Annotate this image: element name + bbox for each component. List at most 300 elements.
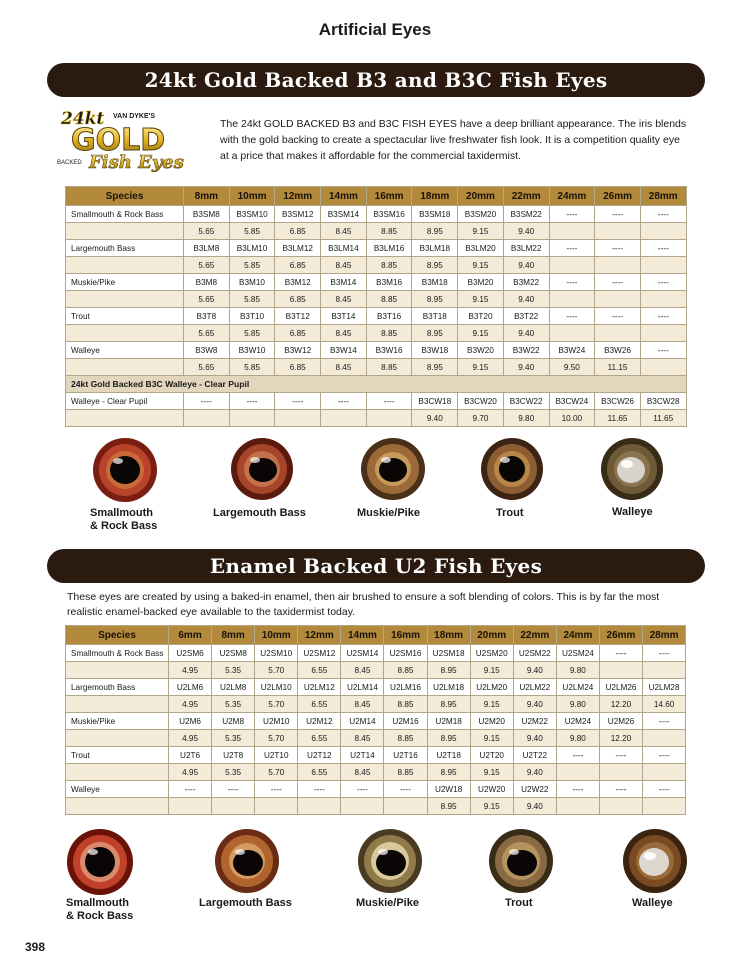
eye-label-walleye: Walleye: [612, 506, 653, 518]
price-row: [66, 798, 686, 815]
product-code-cell: U2T22: [513, 747, 556, 764]
product-code-cell: B3M18: [412, 274, 458, 291]
price-cell: [298, 798, 341, 815]
column-header: 8mm: [184, 187, 230, 206]
product-code-cell: B3SM14: [321, 206, 367, 223]
price-cell: [599, 662, 642, 679]
product-code-cell: U2T18: [427, 747, 470, 764]
price-cell: 9.15: [458, 257, 504, 274]
product-code-cell: B3CW24: [549, 393, 595, 410]
price-cell: [595, 257, 641, 274]
product-code-cell: U2W20: [470, 781, 513, 798]
product-code-cell: B3SM16: [366, 206, 412, 223]
column-header: 20mm: [470, 626, 513, 645]
product-code-cell: U2M24: [556, 713, 599, 730]
blank-cell: [66, 662, 169, 679]
column-header: 16mm: [366, 187, 412, 206]
product-code-cell: ----: [640, 240, 686, 257]
product-code-cell: ----: [595, 274, 641, 291]
product-code-cell: ----: [599, 747, 642, 764]
eye-smallmouth-gold: [92, 437, 158, 503]
product-code-cell: U2M12: [298, 713, 341, 730]
product-code-cell: B3SM20: [458, 206, 504, 223]
product-code-cell: ----: [556, 781, 599, 798]
page-number: 398: [25, 940, 46, 954]
product-code-cell: B3T18: [412, 308, 458, 325]
gold-eyes-price-table: [65, 186, 687, 427]
product-code-cell: U2M16: [384, 713, 427, 730]
product-code-row: [66, 781, 686, 798]
price-cell: 8.95: [412, 359, 458, 376]
price-cell: 9.15: [470, 696, 513, 713]
product-code-cell: ----: [549, 206, 595, 223]
column-header: 16mm: [384, 626, 427, 645]
price-cell: 5.65: [184, 223, 230, 240]
subsection-row: [66, 376, 687, 393]
price-cell: [184, 410, 230, 427]
product-code-cell: U2LM14: [341, 679, 384, 696]
price-cell: 5.85: [229, 359, 275, 376]
product-code-cell: U2W22: [513, 781, 556, 798]
price-row: [66, 359, 687, 376]
price-cell: 8.45: [341, 696, 384, 713]
price-cell: 5.65: [184, 359, 230, 376]
eye-muskie-gold: [360, 437, 426, 501]
product-code-cell: U2M18: [427, 713, 470, 730]
product-code-cell: ----: [212, 781, 255, 798]
blank-cell: [66, 764, 169, 781]
product-code-cell: ----: [595, 308, 641, 325]
product-code-cell: B3W8: [184, 342, 230, 359]
column-header: 26mm: [599, 626, 642, 645]
price-cell: 8.85: [384, 696, 427, 713]
product-code-cell: B3M8: [184, 274, 230, 291]
product-code-row: [66, 679, 686, 696]
price-cell: [643, 798, 686, 815]
price-cell: 9.15: [470, 730, 513, 747]
svg-text:GOLD: GOLD: [71, 123, 166, 158]
column-header: 10mm: [255, 626, 298, 645]
product-code-cell: B3SM8: [184, 206, 230, 223]
price-cell: 9.40: [503, 325, 549, 342]
price-cell: 9.40: [412, 410, 458, 427]
price-cell: [229, 410, 275, 427]
product-code-row: [66, 342, 687, 359]
product-code-cell: U2SM22: [513, 645, 556, 662]
eye-smallmouth-enamel: [66, 828, 134, 896]
product-code-cell: U2T6: [169, 747, 212, 764]
product-code-cell: U2SM6: [169, 645, 212, 662]
column-header: Species: [66, 187, 184, 206]
product-code-cell: B3M22: [503, 274, 549, 291]
price-cell: 11.65: [640, 410, 686, 427]
product-code-cell: B3CW26: [595, 393, 641, 410]
price-cell: 8.85: [366, 359, 412, 376]
price-cell: 8.85: [366, 291, 412, 308]
blank-cell: [66, 359, 184, 376]
product-code-cell: ----: [595, 240, 641, 257]
price-cell: 11.15: [595, 359, 641, 376]
product-code-cell: U2LM26: [599, 679, 642, 696]
product-code-cell: U2LM12: [298, 679, 341, 696]
product-code-cell: U2SM16: [384, 645, 427, 662]
product-code-cell: B3CW28: [640, 393, 686, 410]
price-cell: 8.45: [321, 291, 367, 308]
product-code-cell: ----: [229, 393, 275, 410]
product-code-cell: ----: [366, 393, 412, 410]
price-cell: 8.95: [427, 798, 470, 815]
product-code-cell: B3SM22: [503, 206, 549, 223]
blank-cell: [66, 223, 184, 240]
price-row: [66, 730, 686, 747]
product-code-cell: B3W22: [503, 342, 549, 359]
price-cell: 8.95: [427, 730, 470, 747]
price-cell: [595, 291, 641, 308]
product-code-cell: U2LM24: [556, 679, 599, 696]
product-code-cell: ----: [556, 747, 599, 764]
product-code-cell: ----: [184, 393, 230, 410]
price-cell: 8.95: [412, 223, 458, 240]
product-code-cell: B3W26: [595, 342, 641, 359]
product-code-cell: ----: [599, 645, 642, 662]
product-code-cell: B3W18: [412, 342, 458, 359]
svg-text:VAN DYKE'S: VAN DYKE'S: [113, 113, 155, 120]
product-code-cell: ----: [643, 645, 686, 662]
price-cell: 8.95: [427, 696, 470, 713]
price-cell: 8.45: [341, 730, 384, 747]
product-code-cell: B3M14: [321, 274, 367, 291]
price-cell: [255, 798, 298, 815]
price-cell: 6.55: [298, 730, 341, 747]
price-cell: 9.15: [470, 662, 513, 679]
price-cell: 6.85: [275, 223, 321, 240]
eye-walleye-gold: [600, 437, 664, 501]
product-code-cell: U2SM12: [298, 645, 341, 662]
product-code-cell: ----: [549, 274, 595, 291]
price-cell: 10.00: [549, 410, 595, 427]
column-header: 8mm: [212, 626, 255, 645]
product-code-cell: U2M22: [513, 713, 556, 730]
blank-cell: [66, 257, 184, 274]
price-row: [66, 223, 687, 240]
price-cell: [643, 730, 686, 747]
blank-cell: [66, 410, 184, 427]
price-cell: [549, 257, 595, 274]
product-code-cell: B3LM14: [321, 240, 367, 257]
price-cell: 8.85: [366, 223, 412, 240]
price-cell: 8.95: [427, 662, 470, 679]
product-code-cell: U2LM16: [384, 679, 427, 696]
eye-label-muskie-2: Muskie/Pike: [356, 897, 419, 909]
column-header: 26mm: [595, 187, 641, 206]
product-code-cell: B3T12: [275, 308, 321, 325]
price-cell: 9.70: [458, 410, 504, 427]
price-cell: [212, 798, 255, 815]
price-cell: [640, 325, 686, 342]
species-cell: Muskie/Pike: [66, 274, 184, 291]
product-code-cell: B3W14: [321, 342, 367, 359]
blank-cell: [66, 325, 184, 342]
price-cell: 5.70: [255, 696, 298, 713]
price-cell: 6.55: [298, 662, 341, 679]
product-code-cell: ----: [549, 240, 595, 257]
price-cell: 8.85: [366, 257, 412, 274]
species-cell: Muskie/Pike: [66, 713, 169, 730]
product-code-cell: B3T22: [503, 308, 549, 325]
price-cell: [341, 798, 384, 815]
price-row: [66, 410, 687, 427]
species-cell: Walleye - Clear Pupil: [66, 393, 184, 410]
price-row: [66, 696, 686, 713]
eye-label-walleye-2: Walleye: [632, 897, 673, 909]
product-code-cell: U2SM14: [341, 645, 384, 662]
product-code-cell: B3LM8: [184, 240, 230, 257]
price-cell: [556, 798, 599, 815]
product-code-cell: U2T10: [255, 747, 298, 764]
section-banner-enamel: Enamel Backed U2 Fish Eyes: [47, 549, 705, 583]
product-code-row: [66, 393, 687, 410]
price-cell: 5.65: [184, 257, 230, 274]
column-header: 24mm: [549, 187, 595, 206]
species-cell: Smallmouth & Rock Bass: [66, 645, 169, 662]
column-header: 18mm: [427, 626, 470, 645]
price-cell: 8.95: [412, 257, 458, 274]
blank-cell: [66, 696, 169, 713]
price-cell: 6.55: [298, 764, 341, 781]
product-code-cell: ----: [640, 308, 686, 325]
price-cell: 5.70: [255, 662, 298, 679]
enamel-eyes-price-table: [65, 625, 686, 815]
price-cell: 6.85: [275, 359, 321, 376]
product-code-cell: U2T8: [212, 747, 255, 764]
product-code-cell: B3LM18: [412, 240, 458, 257]
product-code-cell: ----: [640, 342, 686, 359]
product-code-cell: B3T8: [184, 308, 230, 325]
price-cell: 9.40: [513, 730, 556, 747]
price-cell: [640, 291, 686, 308]
column-header: 12mm: [298, 626, 341, 645]
price-cell: [549, 223, 595, 240]
product-code-cell: ----: [298, 781, 341, 798]
price-cell: [595, 325, 641, 342]
product-code-cell: U2LM22: [513, 679, 556, 696]
column-header: 10mm: [229, 187, 275, 206]
product-code-row: [66, 274, 687, 291]
product-code-cell: U2LM10: [255, 679, 298, 696]
product-code-cell: ----: [275, 393, 321, 410]
product-code-cell: B3T16: [366, 308, 412, 325]
blank-cell: [66, 291, 184, 308]
price-cell: 5.65: [184, 291, 230, 308]
column-header: 22mm: [503, 187, 549, 206]
product-code-cell: B3LM20: [458, 240, 504, 257]
price-cell: 5.85: [229, 291, 275, 308]
price-row: [66, 764, 686, 781]
price-cell: 5.85: [229, 325, 275, 342]
column-header: 18mm: [412, 187, 458, 206]
product-code-cell: U2M6: [169, 713, 212, 730]
price-cell: 8.85: [366, 325, 412, 342]
price-cell: 6.85: [275, 257, 321, 274]
product-code-cell: B3T14: [321, 308, 367, 325]
species-cell: Smallmouth & Rock Bass: [66, 206, 184, 223]
price-cell: 9.40: [503, 223, 549, 240]
price-cell: 9.40: [503, 291, 549, 308]
price-cell: [599, 764, 642, 781]
price-cell: 8.45: [341, 764, 384, 781]
product-code-cell: U2SM24: [556, 645, 599, 662]
price-cell: [643, 662, 686, 679]
product-code-row: [66, 713, 686, 730]
svg-text:BACKED: BACKED: [57, 160, 82, 166]
price-cell: [640, 359, 686, 376]
price-cell: 4.95: [169, 662, 212, 679]
price-cell: 6.55: [298, 696, 341, 713]
price-cell: [599, 798, 642, 815]
product-code-cell: B3W10: [229, 342, 275, 359]
price-cell: 11.65: [595, 410, 641, 427]
price-cell: [640, 257, 686, 274]
product-code-row: [66, 747, 686, 764]
column-header: 28mm: [643, 626, 686, 645]
subsection-heading: 24kt Gold Backed B3C Walleye - Clear Pupil: [66, 376, 687, 393]
price-cell: 9.80: [556, 696, 599, 713]
column-header: 14mm: [321, 187, 367, 206]
price-cell: 9.50: [549, 359, 595, 376]
product-code-cell: B3SM12: [275, 206, 321, 223]
price-cell: 4.95: [169, 696, 212, 713]
price-row: [66, 257, 687, 274]
price-cell: 14.60: [643, 696, 686, 713]
price-cell: 9.15: [470, 798, 513, 815]
price-cell: 9.40: [513, 662, 556, 679]
price-cell: 9.15: [458, 325, 504, 342]
eye-trout-gold: [480, 437, 544, 501]
product-code-cell: U2T16: [384, 747, 427, 764]
product-code-cell: B3T10: [229, 308, 275, 325]
product-code-cell: B3W24: [549, 342, 595, 359]
product-code-cell: B3CW20: [458, 393, 504, 410]
price-cell: 9.80: [503, 410, 549, 427]
price-cell: 5.35: [212, 764, 255, 781]
price-cell: 8.95: [427, 764, 470, 781]
price-cell: 8.85: [384, 730, 427, 747]
column-header: 6mm: [169, 626, 212, 645]
section-banner-gold: 24kt Gold Backed B3 and B3C Fish Eyes: [47, 63, 705, 97]
product-code-cell: B3M16: [366, 274, 412, 291]
product-code-cell: U2LM20: [470, 679, 513, 696]
product-code-cell: B3SM10: [229, 206, 275, 223]
product-code-row: [66, 645, 686, 662]
eye-trout-enamel: [488, 828, 554, 894]
product-code-cell: B3LM12: [275, 240, 321, 257]
price-cell: 5.70: [255, 730, 298, 747]
species-cell: Walleye: [66, 342, 184, 359]
enamel-eyes-description: These eyes are created by using a baked-in enamel, then air brushed to ensure a soft blending of colors. This is by far the most realistic enamel-backed eye available to the taxidermist today.: [67, 591, 660, 618]
price-cell: [169, 798, 212, 815]
price-cell: 5.85: [229, 223, 275, 240]
price-cell: 9.15: [458, 291, 504, 308]
product-code-cell: B3CW18: [412, 393, 458, 410]
product-code-cell: U2M10: [255, 713, 298, 730]
price-cell: 9.80: [556, 730, 599, 747]
product-code-cell: U2W18: [427, 781, 470, 798]
price-cell: 5.35: [212, 730, 255, 747]
svg-text:Fish Eyes: Fish Eyes: [89, 152, 184, 172]
price-cell: [275, 410, 321, 427]
product-code-cell: U2M8: [212, 713, 255, 730]
price-cell: 9.40: [513, 764, 556, 781]
product-code-cell: U2M14: [341, 713, 384, 730]
price-cell: 8.95: [412, 291, 458, 308]
column-header: Species: [66, 626, 169, 645]
product-code-cell: ----: [169, 781, 212, 798]
product-code-cell: U2LM6: [169, 679, 212, 696]
product-code-row: [66, 206, 687, 223]
price-cell: 5.65: [184, 325, 230, 342]
price-cell: 5.35: [212, 696, 255, 713]
product-code-cell: U2M20: [470, 713, 513, 730]
price-cell: 9.15: [470, 764, 513, 781]
price-row: [66, 325, 687, 342]
species-cell: Largemouth Bass: [66, 679, 169, 696]
product-code-cell: ----: [595, 206, 641, 223]
price-cell: 9.40: [513, 696, 556, 713]
species-cell: Largemouth Bass: [66, 240, 184, 257]
species-cell: Trout: [66, 747, 169, 764]
price-row: [66, 662, 686, 679]
price-cell: 12.20: [599, 730, 642, 747]
price-cell: 8.85: [384, 764, 427, 781]
product-code-cell: B3LM10: [229, 240, 275, 257]
price-cell: 9.40: [503, 257, 549, 274]
product-code-cell: ----: [341, 781, 384, 798]
price-cell: 8.85: [384, 662, 427, 679]
price-cell: [640, 223, 686, 240]
price-cell: 4.95: [169, 764, 212, 781]
column-header: 12mm: [275, 187, 321, 206]
price-cell: [384, 798, 427, 815]
price-cell: 8.45: [341, 662, 384, 679]
price-cell: 9.40: [503, 359, 549, 376]
price-cell: 8.45: [321, 257, 367, 274]
species-cell: Trout: [66, 308, 184, 325]
product-code-cell: B3CW22: [503, 393, 549, 410]
product-code-cell: ----: [643, 713, 686, 730]
column-header: 28mm: [640, 187, 686, 206]
eye-largemouth-gold: [230, 437, 294, 501]
eye-label-smallmouth-2: Smallmouth & Rock Bass: [66, 897, 134, 922]
product-code-cell: ----: [640, 206, 686, 223]
eye-label-largemouth-2: Largemouth Bass: [199, 897, 292, 909]
eye-walleye-enamel: [622, 828, 688, 894]
gold-fish-eyes-logo: [55, 106, 205, 172]
product-code-cell: ----: [640, 274, 686, 291]
product-code-cell: U2LM28: [643, 679, 686, 696]
product-code-cell: U2LM18: [427, 679, 470, 696]
product-code-cell: U2SM18: [427, 645, 470, 662]
price-cell: 9.15: [458, 359, 504, 376]
product-code-cell: B3M12: [275, 274, 321, 291]
eye-label-smallmouth: Smallmouth & Rock Bass: [90, 507, 158, 532]
product-code-cell: U2T20: [470, 747, 513, 764]
price-cell: 12.20: [599, 696, 642, 713]
product-code-cell: U2T14: [341, 747, 384, 764]
price-cell: 9.15: [458, 223, 504, 240]
eye-label-largemouth: Largemouth Bass: [213, 507, 306, 519]
price-cell: 4.95: [169, 730, 212, 747]
product-code-cell: U2SM10: [255, 645, 298, 662]
